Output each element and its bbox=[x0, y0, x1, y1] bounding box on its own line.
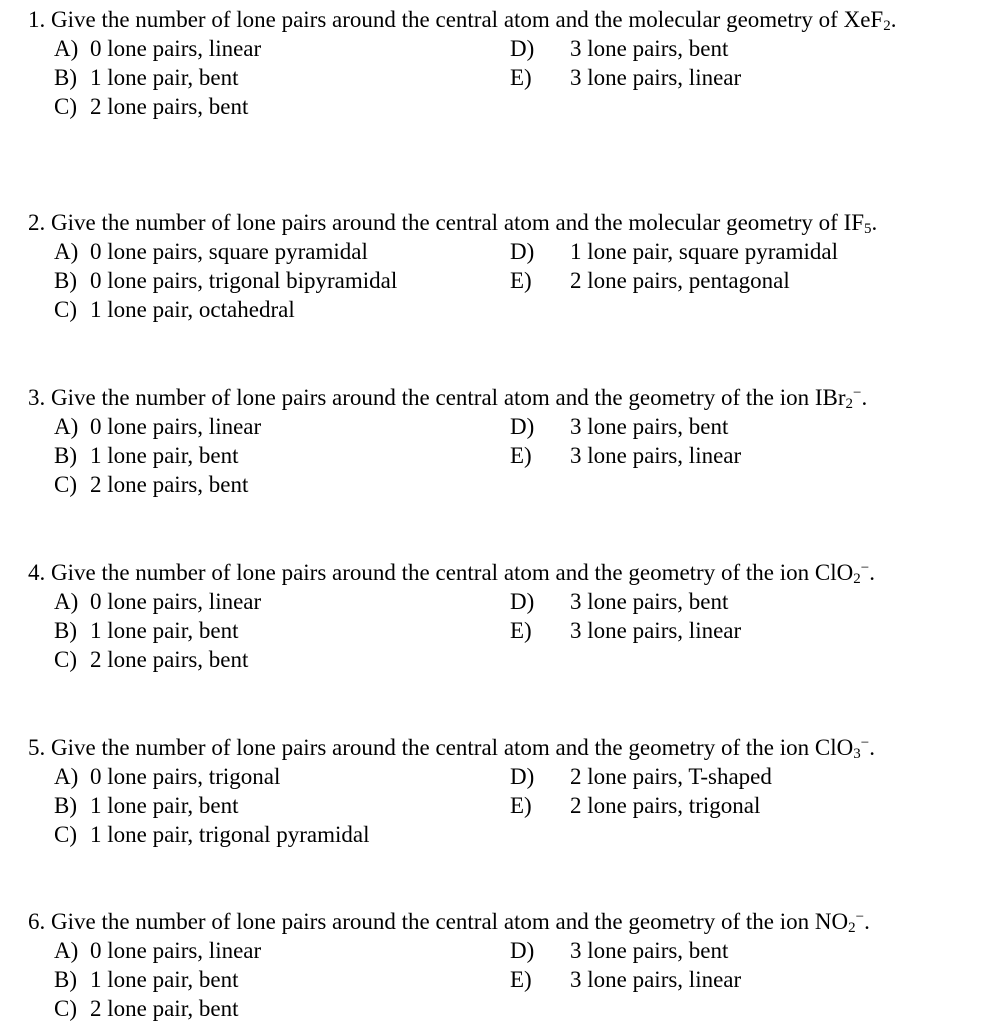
option-text: 1 lone pair, bent bbox=[90, 443, 239, 468]
option-letter: E) bbox=[510, 443, 532, 468]
option-letter: A) bbox=[54, 414, 79, 439]
question-number: 5. bbox=[28, 735, 46, 760]
option-letter: B) bbox=[54, 268, 77, 293]
option-letter: E) bbox=[510, 793, 532, 818]
question-number: 6. bbox=[28, 909, 46, 934]
option-text: 3 lone pairs, bent bbox=[570, 938, 729, 963]
question-2 bbox=[28, 208, 978, 325]
option-text: 3 lone pairs, linear bbox=[570, 65, 742, 90]
option-text: 1 lone pair, trigonal pyramidal bbox=[90, 822, 370, 847]
answer-options bbox=[28, 936, 978, 1024]
option-text: 0 lone pairs, trigonal bipyramidal bbox=[90, 268, 398, 293]
question-text: Give the number of lone pairs around the central atom and the geometry of the ion bbox=[51, 735, 810, 760]
chemical-formula: XeF$_2$. bbox=[843, 7, 897, 34]
option-letter: B) bbox=[54, 793, 77, 818]
option-text: 0 lone pairs, linear bbox=[90, 589, 262, 614]
option-b[interactable] bbox=[28, 965, 239, 994]
option-letter: B) bbox=[54, 443, 77, 468]
option-text: 3 lone pairs, bent bbox=[570, 414, 729, 439]
option-e[interactable] bbox=[510, 616, 741, 645]
option-text: 0 lone pairs, linear bbox=[90, 414, 262, 439]
option-letter: A) bbox=[54, 938, 79, 963]
option-text: 3 lone pairs, linear bbox=[570, 443, 742, 468]
option-letter: E) bbox=[510, 967, 532, 992]
option-text: 2 lone pairs, pentagonal bbox=[570, 268, 790, 293]
option-text: 0 lone pairs, linear bbox=[90, 36, 262, 61]
option-a[interactable] bbox=[28, 762, 280, 791]
option-text: 1 lone pair, bent bbox=[90, 967, 239, 992]
question-number: 2. bbox=[28, 210, 46, 235]
question-text: Give the number of lone pairs around the central atom and the molecular geometry of bbox=[51, 7, 838, 32]
option-text: 1 lone pair, bent bbox=[90, 618, 239, 643]
option-text: 3 lone pairs, bent bbox=[570, 36, 729, 61]
option-letter: A) bbox=[54, 239, 79, 264]
option-d[interactable] bbox=[510, 936, 728, 965]
option-e[interactable] bbox=[510, 266, 790, 295]
question-1 bbox=[28, 5, 978, 122]
option-text: 2 lone pair, bent bbox=[90, 996, 239, 1021]
option-d[interactable] bbox=[510, 762, 772, 791]
option-c[interactable] bbox=[28, 820, 369, 849]
option-b[interactable] bbox=[28, 266, 397, 295]
question-number: 3. bbox=[28, 385, 46, 410]
option-text: 1 lone pair, bent bbox=[90, 65, 239, 90]
option-e[interactable] bbox=[510, 63, 741, 92]
option-letter: C) bbox=[54, 472, 77, 497]
question-stem bbox=[28, 733, 978, 762]
chemical-formula: $IF_5$. bbox=[843, 210, 878, 237]
question-6 bbox=[28, 907, 978, 1024]
question-text: Give the number of lone pairs around the central atom and the geometry of the ion bbox=[51, 385, 810, 410]
option-text: 3 lone pairs, linear bbox=[570, 967, 742, 992]
option-text: 2 lone pairs, T-shaped bbox=[570, 764, 772, 789]
option-letter: D) bbox=[510, 589, 535, 614]
question-text: Give the number of lone pairs around the central atom and the geometry of the ion bbox=[51, 909, 810, 934]
option-a[interactable] bbox=[28, 587, 261, 616]
chemical-formula: ClO$_2$−. bbox=[814, 560, 875, 587]
option-text: 0 lone pairs, square pyramidal bbox=[90, 239, 368, 264]
option-text: 2 lone pairs, bent bbox=[90, 647, 249, 672]
option-c[interactable] bbox=[28, 645, 248, 674]
question-number: 4. bbox=[28, 560, 46, 585]
option-letter: C) bbox=[54, 822, 77, 847]
question-stem bbox=[28, 5, 978, 34]
option-text: 3 lone pairs, bent bbox=[570, 589, 729, 614]
question-stem bbox=[28, 383, 978, 412]
option-text: 1 lone pair, square pyramidal bbox=[570, 239, 838, 264]
option-c[interactable] bbox=[28, 92, 248, 121]
option-e[interactable] bbox=[510, 965, 741, 994]
answer-options bbox=[28, 762, 978, 850]
option-letter: A) bbox=[54, 36, 79, 61]
chemical-formula: ClO$_3$−. bbox=[814, 735, 875, 762]
option-letter: D) bbox=[510, 764, 535, 789]
option-text: 2 lone pairs, trigonal bbox=[570, 793, 761, 818]
option-letter: A) bbox=[54, 589, 79, 614]
option-text: 3 lone pairs, linear bbox=[570, 618, 742, 643]
option-letter: B) bbox=[54, 618, 77, 643]
option-b[interactable] bbox=[28, 63, 239, 92]
option-letter: E) bbox=[510, 268, 532, 293]
option-letter: B) bbox=[54, 65, 77, 90]
option-text: 0 lone pairs, linear bbox=[90, 938, 262, 963]
option-letter: D) bbox=[510, 36, 535, 61]
question-stem bbox=[28, 907, 978, 936]
option-text: 1 lone pair, octahedral bbox=[90, 297, 295, 322]
option-b[interactable] bbox=[28, 441, 239, 470]
option-e[interactable] bbox=[510, 791, 760, 820]
option-letter: A) bbox=[54, 764, 79, 789]
question-stem bbox=[28, 208, 978, 237]
option-letter: B) bbox=[54, 967, 77, 992]
chemical-formula: IBr$_2$−. bbox=[814, 385, 868, 412]
question-stem bbox=[28, 558, 978, 587]
option-d[interactable] bbox=[510, 34, 728, 63]
option-b[interactable] bbox=[28, 791, 239, 820]
question-text: Give the number of lone pairs around the central atom and the geometry of the ion bbox=[51, 560, 810, 585]
question-5 bbox=[28, 733, 978, 850]
option-letter: C) bbox=[54, 647, 77, 672]
option-letter: E) bbox=[510, 618, 532, 643]
option-letter: D) bbox=[510, 938, 535, 963]
option-a[interactable] bbox=[28, 936, 261, 965]
option-letter: C) bbox=[54, 297, 77, 322]
option-e[interactable] bbox=[510, 441, 741, 470]
answer-options bbox=[28, 587, 978, 675]
option-c[interactable] bbox=[28, 470, 248, 499]
option-d[interactable] bbox=[510, 237, 838, 266]
option-b[interactable] bbox=[28, 616, 239, 645]
question-3 bbox=[28, 383, 978, 500]
answer-options bbox=[28, 34, 978, 122]
question-number: 1. bbox=[28, 7, 46, 32]
option-letter: D) bbox=[510, 414, 535, 439]
option-letter: C) bbox=[54, 94, 77, 119]
option-text: 0 lone pairs, trigonal bbox=[90, 764, 281, 789]
question-text: Give the number of lone pairs around the central atom and the molecular geometry of bbox=[51, 210, 838, 235]
option-a[interactable] bbox=[28, 237, 368, 266]
option-letter: D) bbox=[510, 239, 535, 264]
option-letter: C) bbox=[54, 996, 77, 1021]
option-d[interactable] bbox=[510, 587, 728, 616]
option-a[interactable] bbox=[28, 34, 261, 63]
option-d[interactable] bbox=[510, 412, 728, 441]
option-c[interactable] bbox=[28, 994, 239, 1023]
option-c[interactable] bbox=[28, 295, 295, 324]
option-text: 1 lone pair, bent bbox=[90, 793, 239, 818]
option-letter: E) bbox=[510, 65, 532, 90]
option-text: 2 lone pairs, bent bbox=[90, 94, 249, 119]
answer-options bbox=[28, 412, 978, 500]
question-4 bbox=[28, 558, 978, 675]
answer-options bbox=[28, 237, 978, 325]
chemical-formula: $NO_2^-$. bbox=[814, 909, 870, 936]
option-a[interactable] bbox=[28, 412, 261, 441]
option-text: 2 lone pairs, bent bbox=[90, 472, 249, 497]
